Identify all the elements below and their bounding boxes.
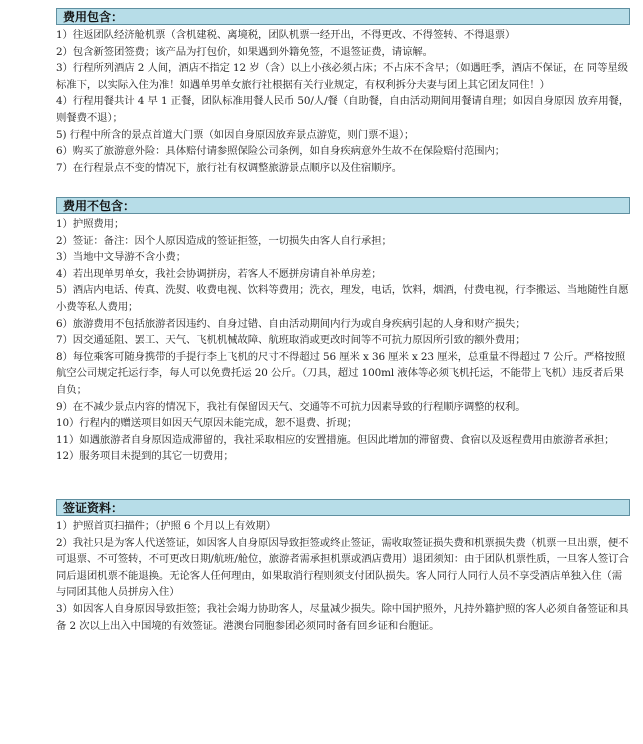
section-visa bbox=[56, 499, 630, 634]
visa-list bbox=[56, 518, 630, 634]
list-item: 12）服务项目未提到的其它一切费用； bbox=[56, 450, 234, 463]
list-item: 2）签证：备注：因个人原因造成的签证拒签，一切损失由客人自行承担； bbox=[56, 234, 392, 247]
list-item: 3）如因客人自身原因导致拒签；我社会竭力协助客人，尽量减少损失。除中国护照外，凡持外籍护照的客人必须自备签证和具备 2 次以上出入中国境的有效签证。港澳台同胞参团必须同时备有回乡证和台胞证。 bbox=[56, 602, 629, 632]
list-item: 4）行程用餐共计 4 早 1 正餐，团队标准用餐人民币 50/人/餐（自助餐，自由活动期间用餐请自理；如因自身原因 放弃用餐，则餐费不退）； bbox=[56, 95, 630, 124]
section-title-excluded: 费用不包含： bbox=[56, 197, 630, 214]
list-item: 6）旅游费用不包括旅游者因违约、自身过错、自由活动期间内行为或自身疾病引起的人身和财产损失； bbox=[56, 317, 526, 330]
list-item: 11）如遇旅游者自身原因造成滞留的，我社采取相应的安置措施。但因此增加的滞留费、食宿以及返程费用由旅游者承担； bbox=[56, 433, 615, 446]
list-item: 7）在行程景点不变的情况下，旅行社有权调整旅游景点顺序以及住宿顺序。 bbox=[56, 161, 403, 174]
list-item: 5) 行程中所含的景点首道大门票（如因自身原因放弃景点游览，则门票不退）； bbox=[56, 128, 415, 141]
list-item: 8）每位乘客可随身携带的手提行李上飞机的尺寸不得超过 56 厘米 x 36 厘米 x 23 厘米，总重量不得超过 7 公斤。严格按照航空公司规定托运行李，每人可以免费托运 20 公斤。（刀具，超过 100ml 液体等必须飞机托运，不能带上飞机）违反者后果自负； bbox=[56, 350, 625, 396]
included-list bbox=[56, 27, 630, 176]
list-item: 6）购买了旅游意外险：具体赔付请参照保险公司条例，如自身疾病意外生故不在保险赔付范围内； bbox=[56, 145, 506, 158]
list-item: 10）行程内的赠送项目如因天气原因未能完成，恕不退费、折现； bbox=[56, 417, 358, 430]
list-item: 5）酒店内电话、传真、洗熨、收费电视、饮料等费用；洗衣，理发，电话，饮料，烟酒，付费电视，行李搬运、当地随性自愿小费等私人费用； bbox=[56, 284, 629, 313]
list-item: 2）我社只是为客人代送签证，如因客人自身原因导致拒签或终止签证，需收取签证损失费和机票损失费（机票一旦出票，便不可退票、不可签转，不可更改日期/航班/舱位，旅游者需承担机票或酒店费用）退团须知：由于团队机票性质，一旦客人签订合同后退团机票不能退换。无论客人任何理由，如果取消行程则须支付团队损失。客人同行人同行人员不享受酒店单独入住（需与同团其他人员拼房入住） bbox=[56, 536, 629, 599]
list-item: 4）若出现单男单女，我社会协调拼房，若客人不愿拼房请自补单房差； bbox=[56, 267, 382, 280]
list-item: 1）往返团队经济舱机票（含机建税、离境税，团队机票一经开出，不得更改、不得签转、不得退票） bbox=[56, 29, 516, 41]
section-title-visa: 签证资料： bbox=[56, 499, 630, 516]
list-item: 1）护照首页扫描件；（护照 6 个月以上有效期） bbox=[56, 520, 277, 532]
list-item: 9）在不减少景点内容的情况下，我社有保留因天气、交通等不可抗力因素导致的行程顺序调整的权利。 bbox=[56, 400, 526, 413]
list-item: 3）当地中文导游不含小费； bbox=[56, 251, 186, 264]
list-item: 3）行程所列酒店 2 人间，酒店不指定 12 岁（含）以上小孩必须占床；不占床不含早；（如遇旺季，酒店不保证，在 同等星级标准下，以实际入住为准！如遇单男单女旅行社根据有关行业规定，有权利拆分夫妻与团上其它团友同住！） bbox=[56, 62, 628, 91]
section-included bbox=[56, 8, 630, 176]
list-item: 1）护照费用； bbox=[56, 218, 125, 230]
list-item: 2）包含新签团签费；该产品为打包价，如果遇到外籍免签，不退签证费，请谅解。 bbox=[56, 45, 433, 58]
section-excluded bbox=[56, 197, 630, 465]
list-item: 7）因交通延阻、罢工、天气、飞机机械故障、航班取消或更改时间等不可抗力原因所引致的额外费用； bbox=[56, 334, 526, 347]
excluded-list bbox=[56, 216, 630, 465]
section-title-included: 费用包含： bbox=[56, 8, 630, 25]
